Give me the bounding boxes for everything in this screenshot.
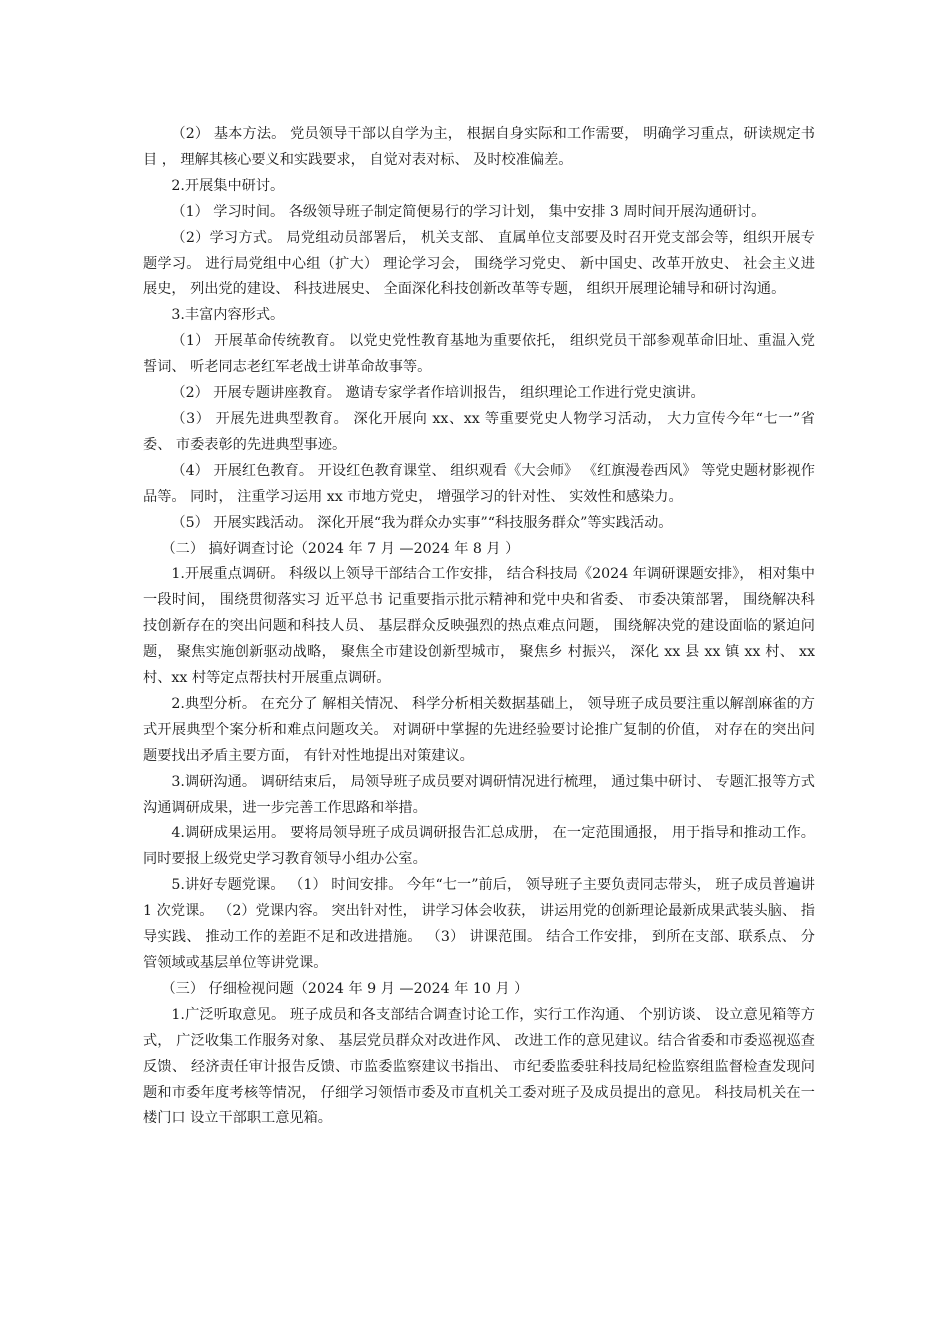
paragraph-research-results: 4.调研成果运用。 要将局领导班子成员调研报告汇总成册， 在一定范围通报， 用于指导和推动工作。 同时要报上级党史学习教育领导小组办公室。 <box>143 825 815 868</box>
paragraph-heading-centralized-study: 2.开展集中研讨。 <box>171 177 285 194</box>
paragraph-study-method: （2）学习方式。 局党组动员部署后， 机关支部、 直属单位支部要及时召开党支部会等，组织开展专题学习。 进行局党组中心组（扩大） 理论学习会， 围绕学习党史、 新中国史、改革开放史、 社会主义进展史， 列出党的建设、 科技进展史、 全面深化科技创新改革等专题， 组织开展理论辅导和研讨沟通。 <box>143 229 815 298</box>
paragraph-lecture-education: （2） 开展专题讲座教育。 邀请专家学者作培训报告， 组织理论工作进行党史演讲。 <box>171 385 705 402</box>
paragraph-case-analysis: 2.典型分析。 在充分了 解相关情况、 科学分析相关数据基础上， 领导班子成员要注重以解剖麻雀的方式开展典型个案分析和难点问题攻关。 对调研中掌握的先进经验要讨论推广复制的价值， 对存在的突出问题要找出矛盾主要方面， 有针对性地提出对策建议。 <box>143 695 815 764</box>
section-heading-research: （二） 搞好调查讨论（2024 年 7 月 —2024 年 8 月 ） <box>161 540 520 557</box>
paragraph-practice-activities: （5） 开展实践活动。 深化开展“我为群众办实事”“科技服务群众”等实践活动。 <box>171 514 673 531</box>
paragraph-basic-method: （2） 基本方法。 党员领导干部以自学为主， 根据自身实际和工作需要， 明确学习重点，研读规定书目 ， 理解其核心要义和实践要求， 自觉对表对标、 及时校准偏差。 <box>143 126 815 168</box>
paragraph-key-research: 1.开展重点调研。 科级以上领导干部结合工作安排， 结合科技局《2024 年调研课题安排》， 相对集中一段时间， 围绕贯彻落实习 近平总书 记重要指示批示精神和党中央和省委、 市委决策部署， 围绕解决科技创新存在的突出问题和科技人员、 基层群众反映强烈的热点难点问题， 围绕解决党的建设面临的紧迫问题， 聚焦实施创新驱动战略， 聚焦全市建设创新型城市， 聚焦乡 村振兴， 深化 xx 县 xx 镇 xx 村、 xx 村、xx 村等定点帮扶村开展重点调研。 <box>143 566 815 687</box>
paragraph-red-education: （4） 开展红色教育。 开设红色教育课堂、 组织观看《大会师》 《红旗漫卷西风》 等党史题材影视作品等。 同时， 注重学习运用 xx 市地方党史， 增强学习的针对性、 实效性和感染力。 <box>143 462 815 505</box>
paragraph-heading-enrich-content: 3.丰富内容形式。 <box>171 307 285 324</box>
paragraph-research-communication: 3.调研沟通。 调研结束后， 局领导班子成员要对调研情况进行梳理， 通过集中研讨、 专题汇报等方式沟通调研成果，进一步完善工作思路和举措。 <box>143 773 815 816</box>
document-body <box>143 122 815 1132</box>
paragraph-party-lecture: 5.讲好专题党课。 （1） 时间安排。 今年“七一”前后， 领导班子主要负责同志带头， 班子成员普遍讲 1 次党课。 （2）党课内容。 突出针对性， 讲学习体会收获， 讲运用党的创新理论最新成果武装头脑、 指导实践、 推动工作的差距不足和改进措施。 （3） 讲课范围。 结合工作安排， 到所在支部、联系点、 分管领域或基层单位等讲党课。 <box>143 877 815 971</box>
paragraph-study-time: （1） 学习时间。 各级领导班子制定简便易行的学习计划， 集中安排 3 周时间开展沟通研讨。 <box>171 203 766 220</box>
paragraph-model-education: （3） 开展先进典型教育。 深化开展向 xx、xx 等重要党史人物学习活动， 大力宣传今年“七一”省委、 市委表彰的先进典型事迹。 <box>143 410 815 453</box>
section-heading-inspection: （三） 仔细检视问题（2024 年 9 月 —2024 年 10 月 ） <box>161 980 529 997</box>
paragraph-revolutionary-education: （1） 开展革命传统教育。 以党史党性教育基地为重要依托， 组织党员干部参观革命旧址、重温入党誓词、 听老同志老红军老战士讲革命故事等。 <box>143 333 815 376</box>
paragraph-solicit-opinions: 1.广泛听取意见。 班子成员和各支部结合调查讨论工作，实行工作沟通、 个别访谈、 设立意见箱等方式， 广泛收集工作服务对象、 基层党员群众对改进作风、 改进工作的意见建议。结合省委和市委巡视巡查反馈、 经济责任审计报告反馈、市监委监察建议书指出、 市纪委监委驻科技局纪检监察组监督检查发现问题和市委年度考核等情况， 仔细学习领悟市委及市直机关工委对班子及成员提出的意见。 科技局机关在一楼门口 设立干部职工意见箱。 <box>143 1006 815 1127</box>
